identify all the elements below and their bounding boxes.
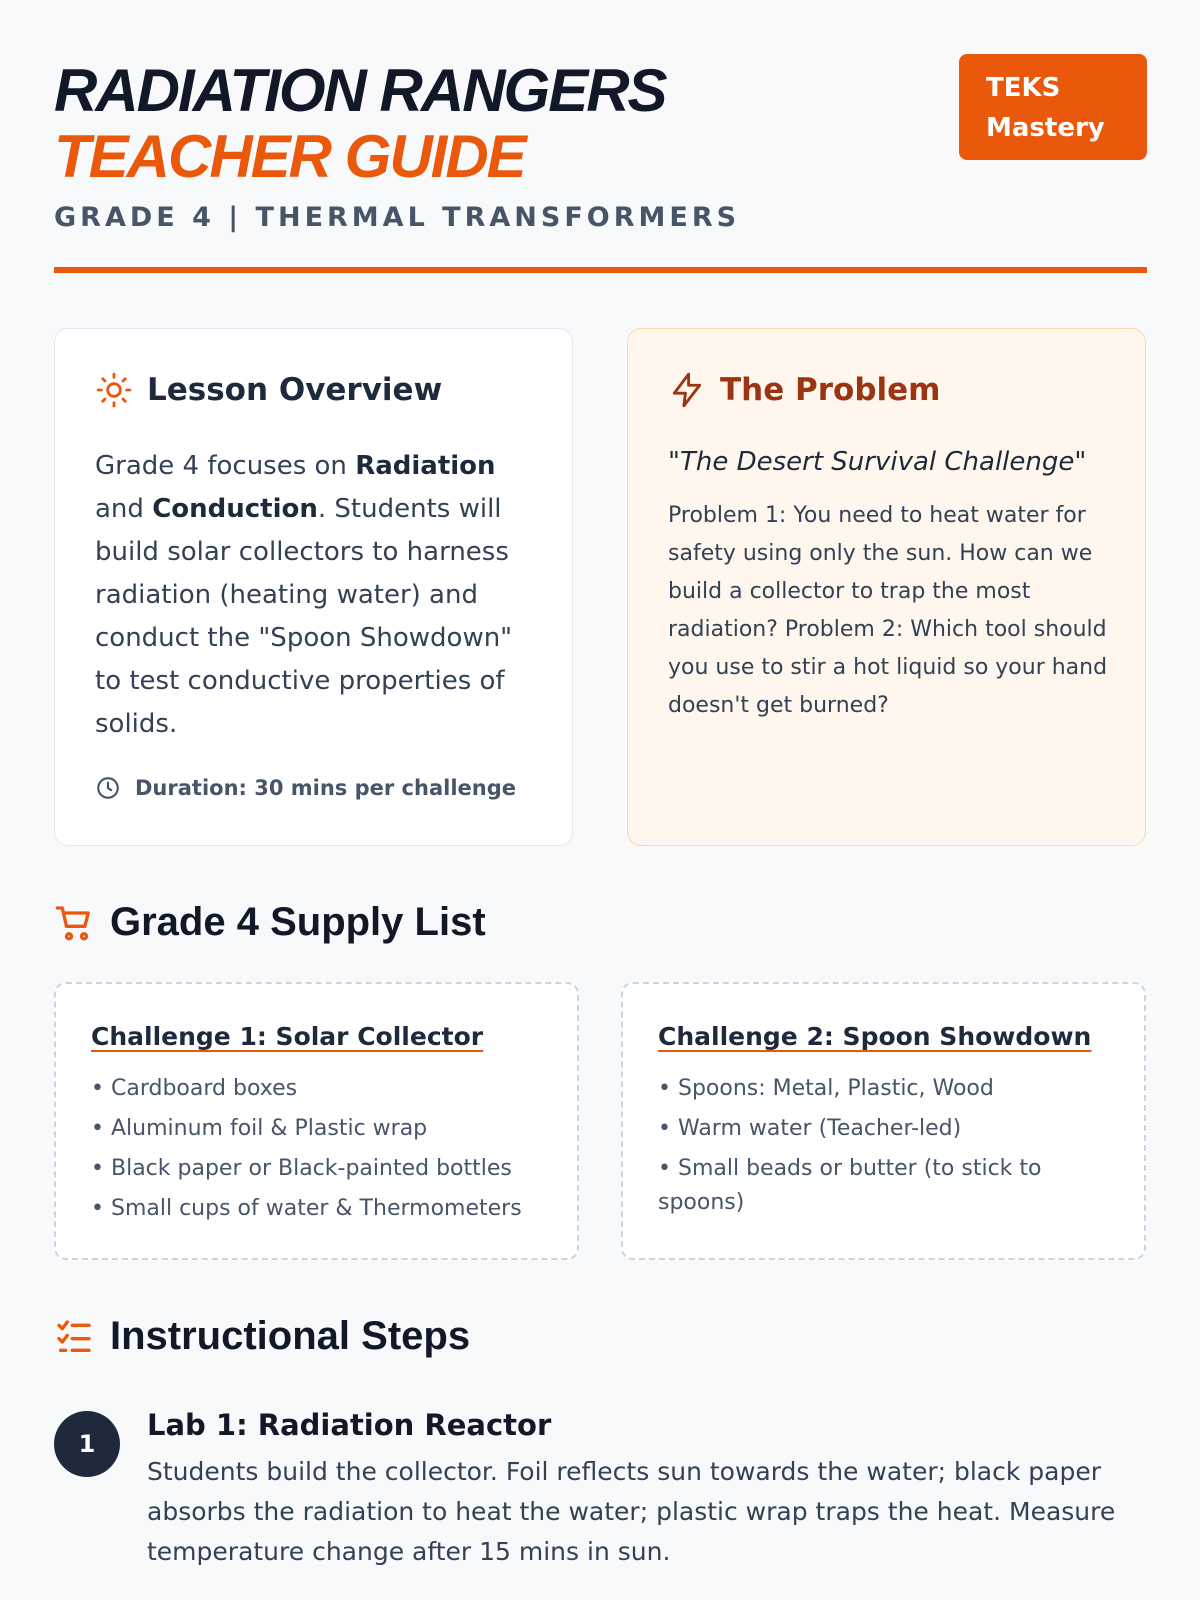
step-title: Lab 1: Radiation Reactor [147,1408,552,1442]
lesson-overview-text: Grade 4 focuses on Radiation and Conduction. Students will build solar collectors to harness radiation (heating water) and conduct the "Spoon Showdown" to test conductive properties of solids. [95,451,513,739]
supply-items [91,1072,531,1232]
cart-icon [54,903,94,943]
lesson-overview-card [54,328,573,846]
step-description: Students build the collector. Foil reflects sun towards the water; black paper absorbs the radiation to heat the water; plastic wrap traps the heat. Measure temperature change after 15 mins in sun. [147,1457,1116,1566]
supply-item: • Aluminum foil & Plastic wrap [91,1112,531,1146]
supply-box-title: Challenge 1: Solar Collector [91,1022,484,1051]
page-subtitle: GRADE 4 | THERMAL TRANSFORMERS [54,202,741,233]
clock-icon [95,775,121,801]
title-line-2: TEACHER GUIDE [54,123,525,190]
supply-item: • Small cups of water & Thermometers [91,1192,531,1226]
lightning-icon [668,371,706,409]
supply-item: • Cardboard boxes [91,1072,531,1106]
supply-box-challenge-1 [54,982,579,1260]
sun-icon [95,371,133,409]
checklist-icon [54,1317,94,1357]
supply-box-challenge-2 [621,982,1146,1260]
problem-card [627,328,1146,846]
title-line-1: RADIATION RANGERS [54,57,666,124]
instructional-steps-title: Instructional Steps [110,1314,471,1358]
badge-line-2: Mastery [986,113,1105,143]
lesson-overview-title: Lesson Overview [147,372,443,408]
duration-info [95,775,516,801]
supply-item: • Black paper or Black-painted bottles [91,1152,531,1186]
instructional-steps-heading [54,1314,470,1359]
problem-text: Problem 1: You need to heat water for safety using only the sun. How can we build a collector to trap the most radiation? Problem 2: Which tool should you use to stir a hot liquid so your hand doesn't get burned? [668,503,1108,718]
supply-box-title: Challenge 2: Spoon Showdown [658,1022,1092,1051]
badge-line-1: TEKS [986,73,1061,103]
duration-text: Duration: 30 mins per challenge [135,776,516,800]
teks-badge [959,54,1147,160]
page-title [54,58,666,190]
supply-item: • Small beads or butter (to stick to spoons) [658,1152,1098,1220]
teacher-guide-page [54,0,1147,1600]
supply-list-title: Grade 4 Supply List [110,900,486,944]
problem-title: The Problem [720,372,941,408]
problem-quote: "The Desert Survival Challenge" [668,447,1087,477]
radiation-term: Radiation [355,451,496,481]
supply-item: • Spoons: Metal, Plastic, Wood [658,1072,1098,1106]
header-divider [54,267,1147,273]
supply-item: • Warm water (Teacher-led) [658,1112,1098,1146]
supply-list-heading [54,900,486,945]
supply-items [658,1072,1098,1226]
conduction-term: Conduction [152,494,318,524]
step-number: 1 [54,1411,120,1477]
